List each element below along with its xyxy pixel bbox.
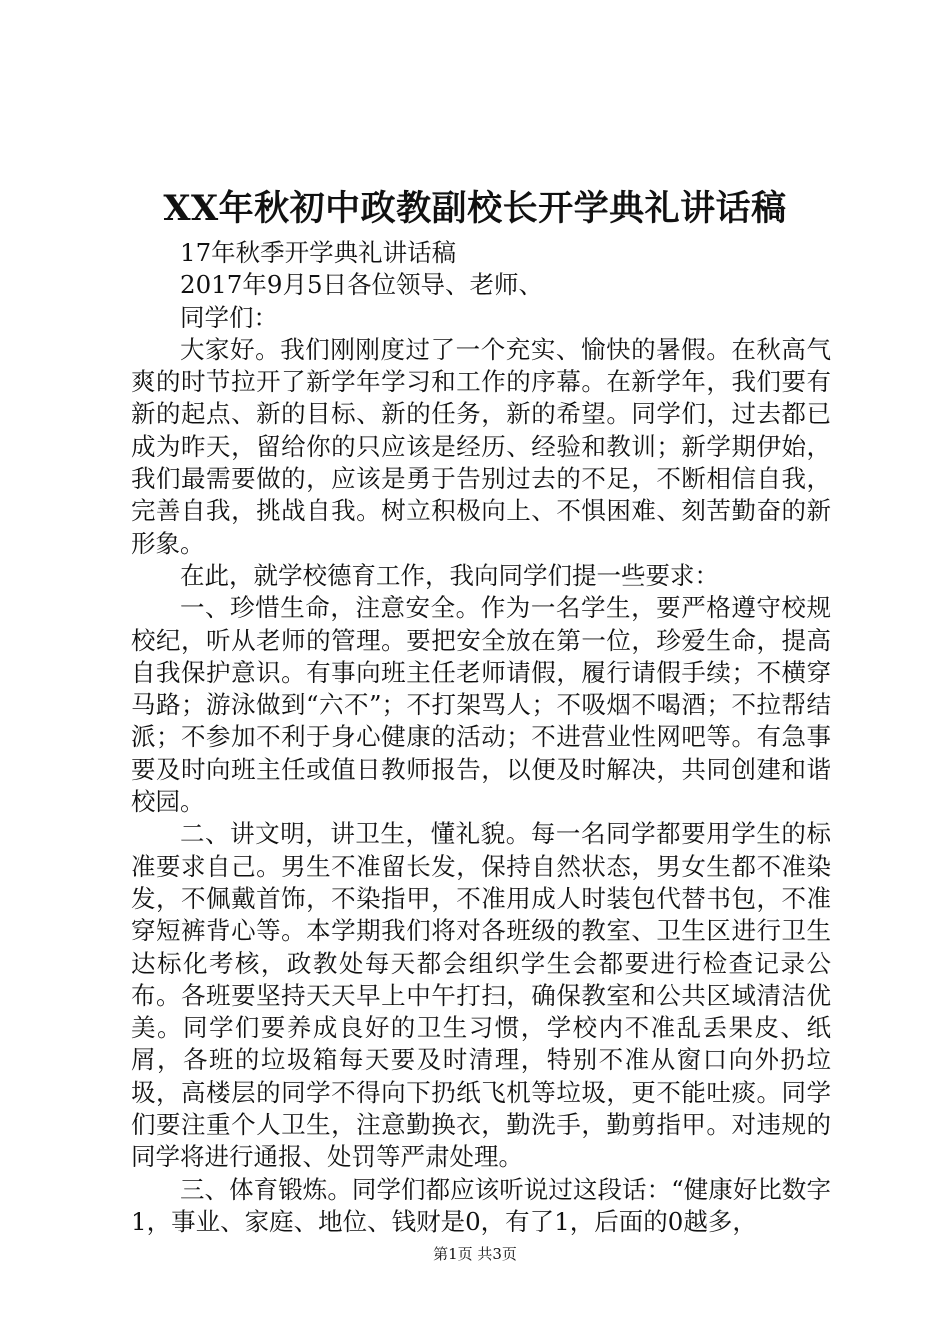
document-body [131, 237, 831, 1238]
date-salutation-line: 2017年9月5日各位领导、老师、 [180, 270, 544, 300]
salutation-line: 同学们： [180, 302, 278, 332]
subtitle-line: 17年秋季开学典礼讲话稿 [180, 238, 457, 267]
body-paragraph: 在此，就学校德育工作，我向同学们提一些要求： [180, 560, 719, 590]
body-paragraph: 大家好。我们刚刚度过了一个充实、愉快的暑假。在秋高气爽的时节拉开了新学年学习和工作的序幕。在新学年，我们要有新的起点、新的目标、新的任务，新的希望。同学们，过去都已成为昨天，留给你的只应该是经历、经验和教训；新学期伊始，我们最需要做的，应该是勇于告别过去的不足，不断相信自我，完善自我，挑战自我。树立积极向上、不惧困难、刻苦勤奋的新形象。 [131, 334, 831, 558]
body-paragraph: 三、体育锻炼。同学们都应该听说过这段话：“健康好比数字1，事业、家庭、地位、钱财是0，有了1，后面的0越多， [131, 1174, 831, 1236]
body-paragraph: 一、珍惜生命，注意安全。作为一名学生，要严格遵守校规校纪，听从老师的管理。要把安全放在第一位，珍爱生命，提高自我保护意识。有事向班主任老师请假，履行请假手续；不横穿马路；游泳做到“六不”；不打架骂人；不吸烟不喝酒；不拉帮结派；不参加不利于身心健康的活动；不进营业性网吧等。有急事要及时向班主任或值日教师报告，以便及时解决，共同创建和谐校园。 [131, 593, 831, 817]
page-number: 第1页 共3页 [433, 1245, 517, 1263]
document-title: XX年秋初中政教副校长开学典礼讲话稿 [163, 188, 787, 229]
body-paragraph: 二、讲文明，讲卫生，懂礼貌。每一名同学都要用学生的标准要求自己。男生不准留长发，保持自然状态，男女生都不准染发，不佩戴首饰，不染指甲，不准用成人时装包代替书包，不准穿短裤背心等。本学期我们将对各班级的教室、卫生区进行卫生达标化考核，政教处每天都会组织学生会都要进行检查记录公布。各班要坚持天天早上中午打扫，确保教室和公共区域清洁优美。同学们要养成良好的卫生习惯，学校内不准乱丢果皮、纸屑，各班的垃圾箱每天要及时清理，特别不准从窗口向外扔垃圾，高楼层的同学不得向下扔纸飞机等垃圾，更不能吐痰。同学们要注重个人卫生，注意勤换衣，勤洗手，勤剪指甲。对违规的同学将进行通报、处罚等严肃处理。 [131, 819, 831, 1172]
